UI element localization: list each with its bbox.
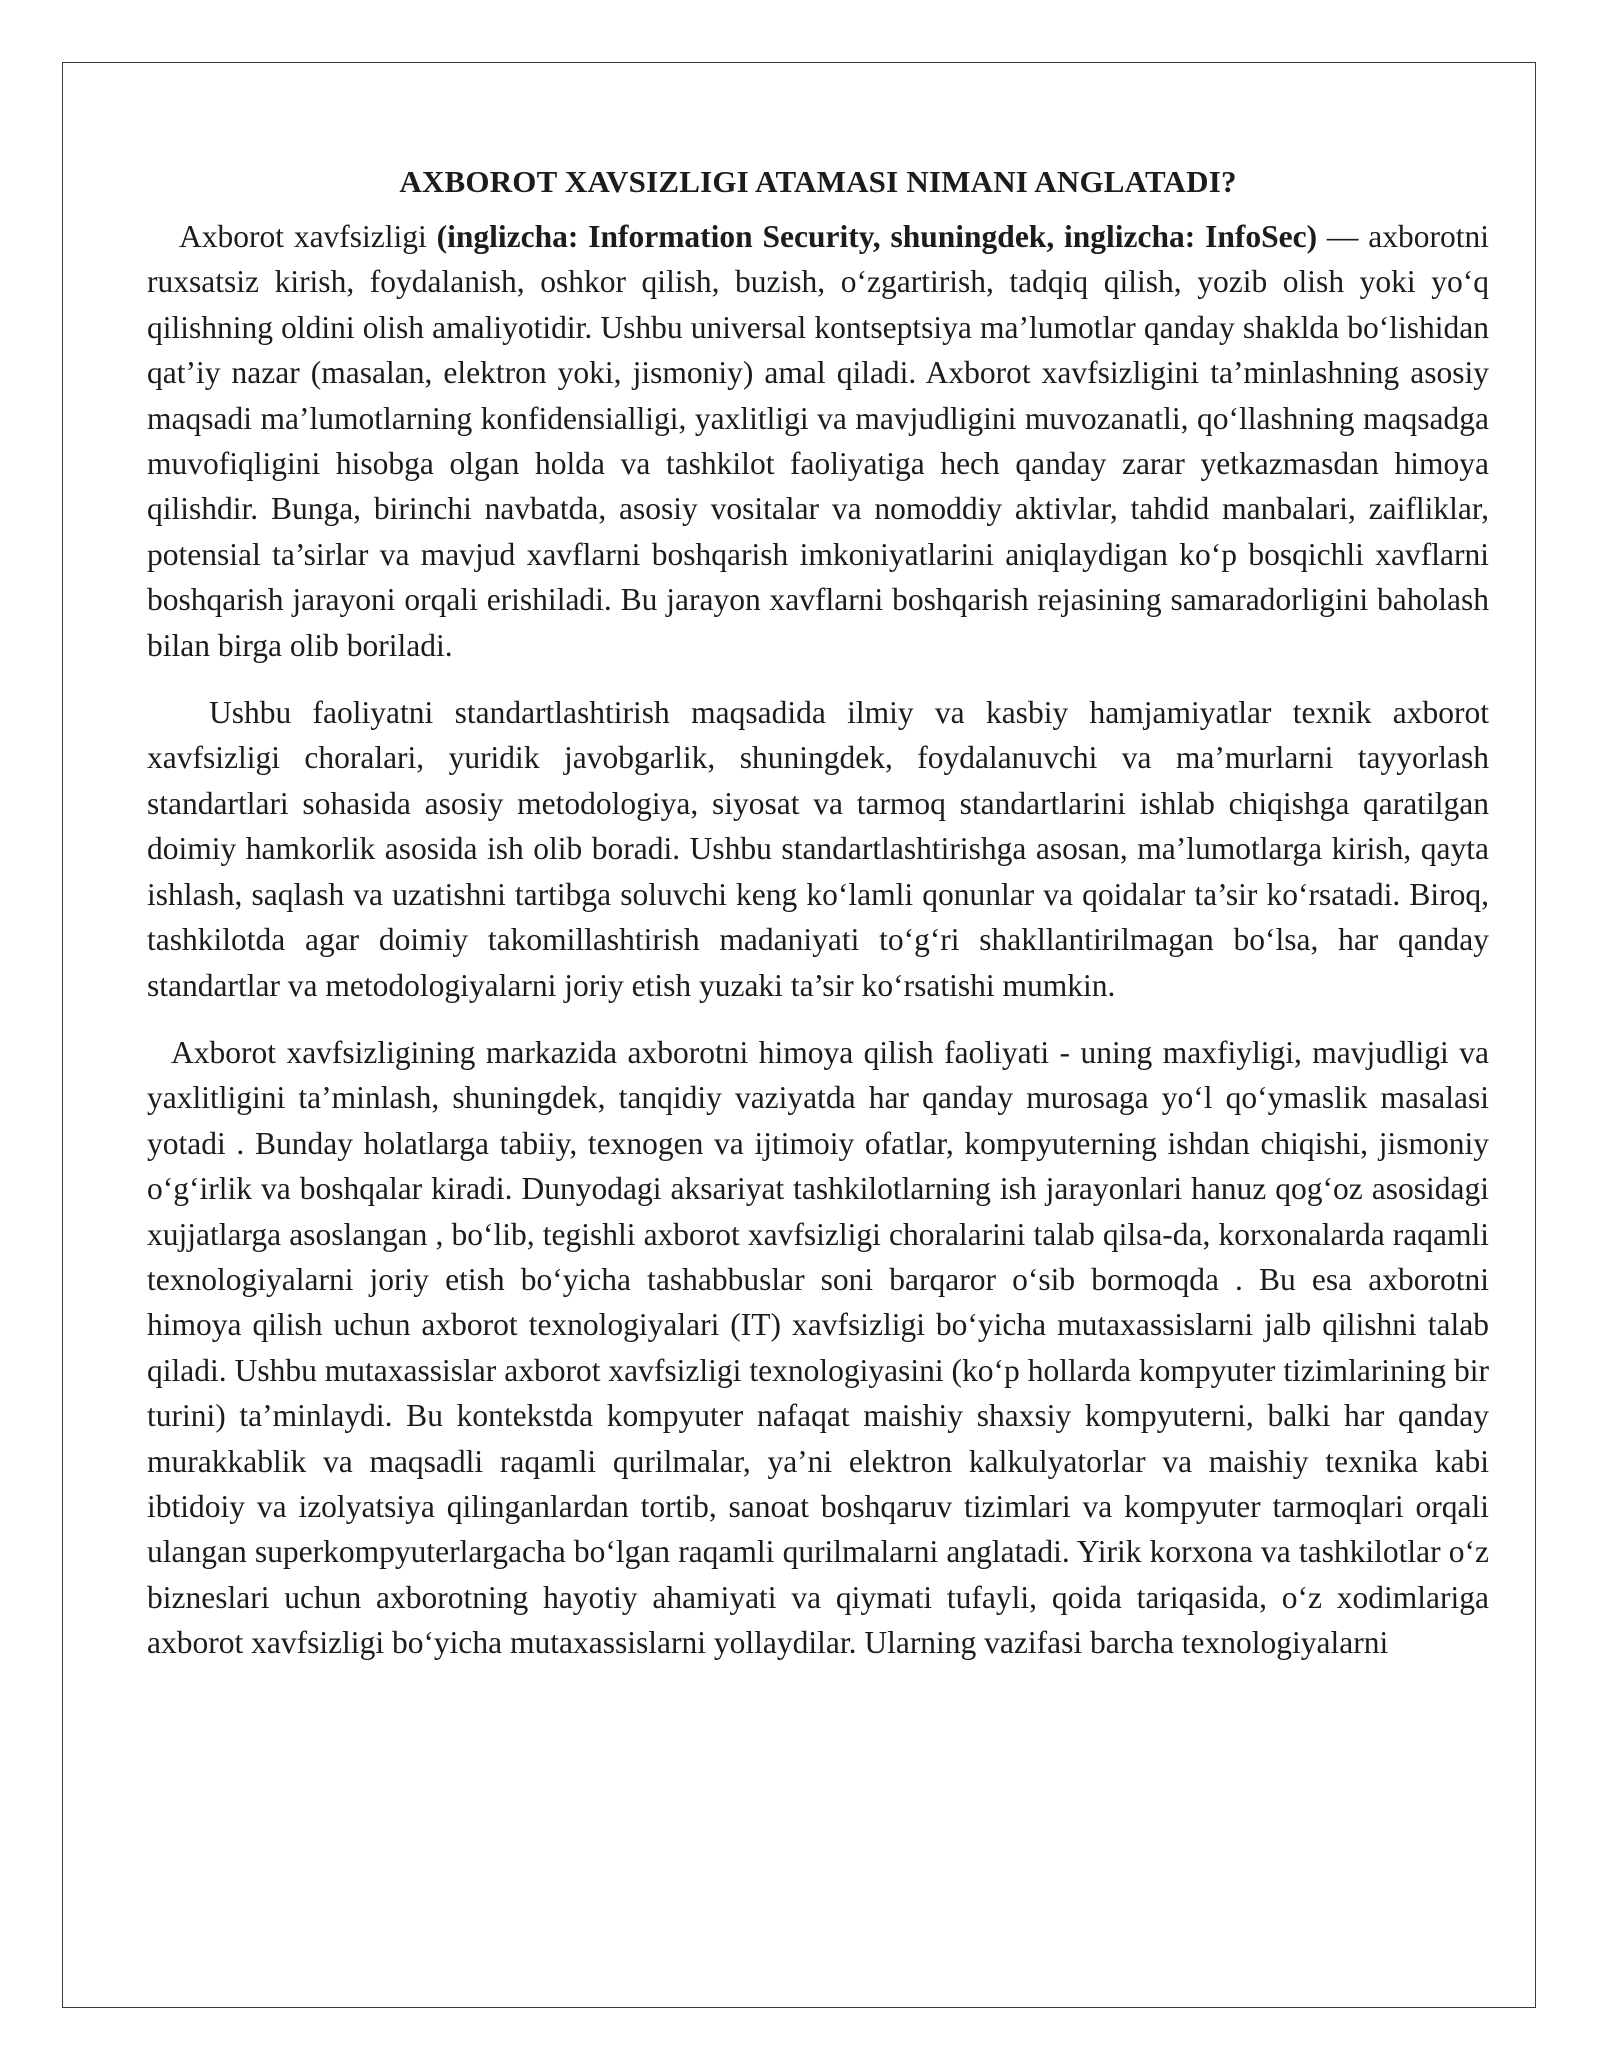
paragraph-1 (147, 214, 1489, 668)
document-title: AXBOROT XAVSIZLIGI ATAMASI NIMANI ANGLATADI? (399, 164, 1237, 199)
paragraph-1-bold: (inglizcha: Information Security, shuningdek, inglizcha: InfoSec) (436, 219, 1318, 254)
paragraph-2: Ushbu faoliyatni standartlashtirish maqsadida ilmiy va kasbiy hamjamiyatlar texnik axborot xavfsizligi choralari, yuridik javobgarlik, shuningdek, foydalanuvchi va ma’murlarni tayyorlash standartlari sohasida asosiy metodologiya, siyosat va tarmoq standartlarini ishlab chiqishga qaratilgan doimiy hamkorlik asosida ish olib boradi. Ushbu standartlashtirishga asosan, ma’lumotlarga kirish, qayta ishlash, saqlash va uzatishni tartibga soluvchi keng ko‘lamli qonunlar va qoidalar ta’sir ko‘rsatadi. Biroq, tashkilotda agar doimiy takomillashtirish madaniyati to‘g‘ri shakllantirilmagan bo‘lsa, har qanday standartlar va metodologiyalarni joriy etish yuzaki ta’sir ko‘rsatishi mumkin. (147, 695, 1489, 1003)
paragraph-3: Axborot xavfsizligining markazida axborotni himoya qilish faoliyati - uning maxfiyligi, mavjudligi va yaxlitligini ta’minlash, shuningdek, tanqidiy vaziyatda har qanday murosaga yo‘l qo‘ymaslik masalasi yotadi . Bunday holatlarga tabiiy, texnogen va ijtimoiy ofatlar, kompyuterning ishdan chiqishi, jismoniy o‘g‘irlik va boshqalar kiradi. Dunyodagi aksariyat tashkilotlarning ish jarayonlari hanuz qog‘oz asosidagi xujjatlarga asoslangan , bo‘lib, tegishli axborot xavfsizligi choralarini talab qilsa-da, korxonalarda raqamli texnologiyalarni joriy etish bo‘yicha tashabbuslar soni barqaror o‘sib bormoqda . Bu esa axborotni himoya qilish uchun axborot texnologiyalari (IT) xavfsizligi bo‘yicha mutaxassislarni jalb qilishni talab qiladi. Ushbu mutaxassislar axborot xavfsizligi texnologiyasini (ko‘p hollarda kompyuter tizimlarining bir turini) ta’minlaydi. Bu kontekstda kompyuter nafaqat maishiy shaxsiy kompyuterni, balki har qanday murakkablik va maqsadli raqamli qurilmalar, ya’ni elektron kalkulyatorlar va maishiy texnika kabi ibtidoiy va izolyatsiya qilinganlardan tortib, sanoat boshqaruv tizimlari va kompyuter tarmoqlari orqali ulangan superkompyuterlargacha bo‘lgan raqamli qurilmalarni anglatadi. Yirik korxona va tashkilotlar o‘z bizneslari uchun axborotning hayotiy ahamiyati va qiymati tufayli, qoida tariqasida, o‘z xodimlariga axborot xavfsizligi bo‘yicha mutaxassislarni yollaydilar. Ularning vazifasi barcha texnologiyalarni (147, 1034, 1489, 1661)
paragraph-1-lead: Axborot xavfsizligi (179, 219, 437, 254)
document-body (147, 160, 1489, 1666)
paragraph-1-text: — axborotni ruxsatsiz kirish, foydalanish, oshkor qilish, buzish, o‘zgartirish, tadqiq qilish, yozib olish yoki yo‘q qilishning oldini olish amaliyotidir. Ushbu universal kontseptsiya ma’lumotlar qanday shaklda bo‘lishidan qat’iy nazar (masalan, elektron yoki, jismoniy) amal qiladi. Axborot xavfsizligini ta’minlashning asosiy maqsadi ma’lumotlarning konfidensialligi, yaxlitligi va mavjudligini muvozanatli, qo‘llashning maqsadga muvofiqligini hisobga olgan holda va tashkilot faoliyatiga hech qanday zarar yetkazmasdan himoya qilishdir. Bunga, birinchi navbatda, asosiy vositalar va nomoddiy aktivlar, tahdid manbalari, zaifliklar, potensial ta’sirlar va mavjud xavflarni boshqarish imkoniyatlarini aniqlaydigan ko‘p bosqichli xavflarni boshqarish jarayoni orqali erishiladi. Bu jarayon xavflarni boshqarish rejasining samaradorligini baholash bilan birga olib boriladi. (147, 219, 1489, 663)
